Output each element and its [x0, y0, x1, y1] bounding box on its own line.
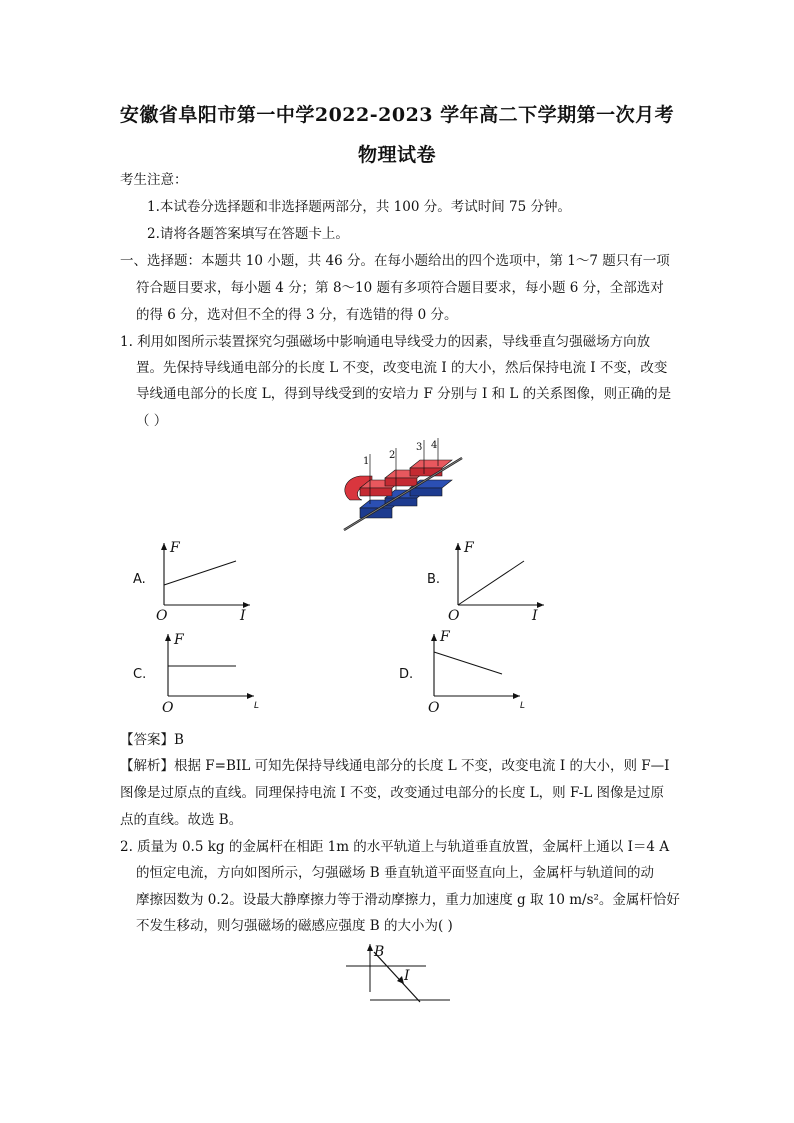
option-c-origin: O [162, 700, 174, 716]
q1-line-4: （ ） [136, 413, 168, 429]
section1-line-3: 的得 6 分，选对但不全的得 3 分，有选错的得 0 分。 [136, 307, 458, 323]
exam-title: 安徽省阜阳市第一中学2022-2023 学年高二下学期第一次月考 [119, 104, 675, 126]
q2-line-4: 不发生移动，则匀强磁场的磁感应强度 B 的大小为( ) [136, 918, 453, 934]
q2-rail-figure [340, 940, 460, 1010]
option-d-y-label: F [440, 629, 450, 645]
option-d-x-label: L [520, 701, 526, 711]
option-b-y-label: F [464, 540, 474, 556]
option-b-graph [444, 535, 554, 625]
q1-answer: 【答案】B [120, 732, 184, 748]
q2-i-label: I [404, 968, 410, 984]
q1-analysis-1: 【解析】根据 F=BIL 可知先保持导线通电部分的长度 L 不变，改变电流 I 的大小，则 F—I [120, 758, 670, 774]
q2-b-label: B [374, 944, 385, 960]
q1-analysis-3: 点的直线。故选 B。 [120, 812, 243, 828]
option-a-origin: O [156, 608, 168, 624]
magnet-label-4: 4 [431, 440, 438, 451]
option-d-label: D. [399, 667, 414, 682]
option-c-x-label: L [254, 701, 260, 711]
magnet-apparatus-figure [330, 430, 470, 535]
option-d-origin: O [428, 700, 440, 716]
q1-line-3: 导线通电部分的长度 L，得到导线受到的安培力 F 分别与 I 和 L 的关系图像，则正确的是 [136, 386, 672, 402]
option-b-origin: O [448, 608, 460, 624]
option-a-label: A. [133, 572, 146, 587]
q2-line-3: 摩擦因数为 0.2。设最大静摩擦力等于滑动摩擦力，重力加速度 g 取 10 m/s²。金属杆恰好 [136, 892, 680, 908]
q2-line-1: 2. 质量为 0.5 kg 的金属杆在相距 1m 的水平轨道上与轨道垂直放置，金属杆上通以 I＝4 A [120, 839, 670, 855]
notice-label: 考生注意： [120, 172, 188, 188]
q1-line-1: 1. 利用如图所示装置探究匀强磁场中影响通电导线受力的因素，导线垂直匀强磁场方向放 [120, 334, 651, 350]
option-c-y-label: F [174, 632, 184, 648]
option-b-label: B. [427, 572, 441, 587]
option-a-x-label: I [240, 608, 246, 624]
option-b-x-label: I [532, 608, 538, 624]
notice-item-1: 1.本试卷分选择题和非选择题两部分，共 100 分。考试时间 75 分钟。 [147, 199, 571, 215]
option-c-graph [150, 628, 260, 718]
option-a-y-label: F [170, 540, 180, 556]
q1-line-2: 置。先保持导线通电部分的长度 L 不变，改变电流 I 的大小，然后保持电流 I 不变，改变 [136, 360, 668, 376]
section1-line-1: 一、选择题：本题共 10 小题，共 46 分。在每小题给出的四个选项中，第 1～7 题只有一项 [120, 253, 670, 269]
magnet-label-3: 3 [416, 442, 423, 453]
option-d-graph [416, 628, 526, 718]
magnet-label-1: 1 [363, 456, 370, 467]
exam-subtitle: 物理试卷 [357, 144, 436, 166]
q2-line-2: 的恒定电流，方向如图所示，匀强磁场 B 垂直轨道平面竖直向上，金属杆与轨道间的动 [136, 865, 655, 881]
option-a-graph [150, 535, 260, 625]
q1-analysis-2: 图像是过原点的直线。同理保持电流 I 不变，改变通过电部分的长度 L，则 F-L 图像是过原 [120, 785, 665, 801]
magnet-label-2: 2 [389, 450, 396, 461]
option-c-label: C. [133, 667, 147, 682]
section1-line-2: 符合题目要求，每小题 4 分；第 8～10 题有多项符合题目要求，每小题 6 分，全部选对 [136, 280, 664, 296]
notice-item-2: 2.请将各题答案填写在答题卡上。 [147, 226, 349, 242]
